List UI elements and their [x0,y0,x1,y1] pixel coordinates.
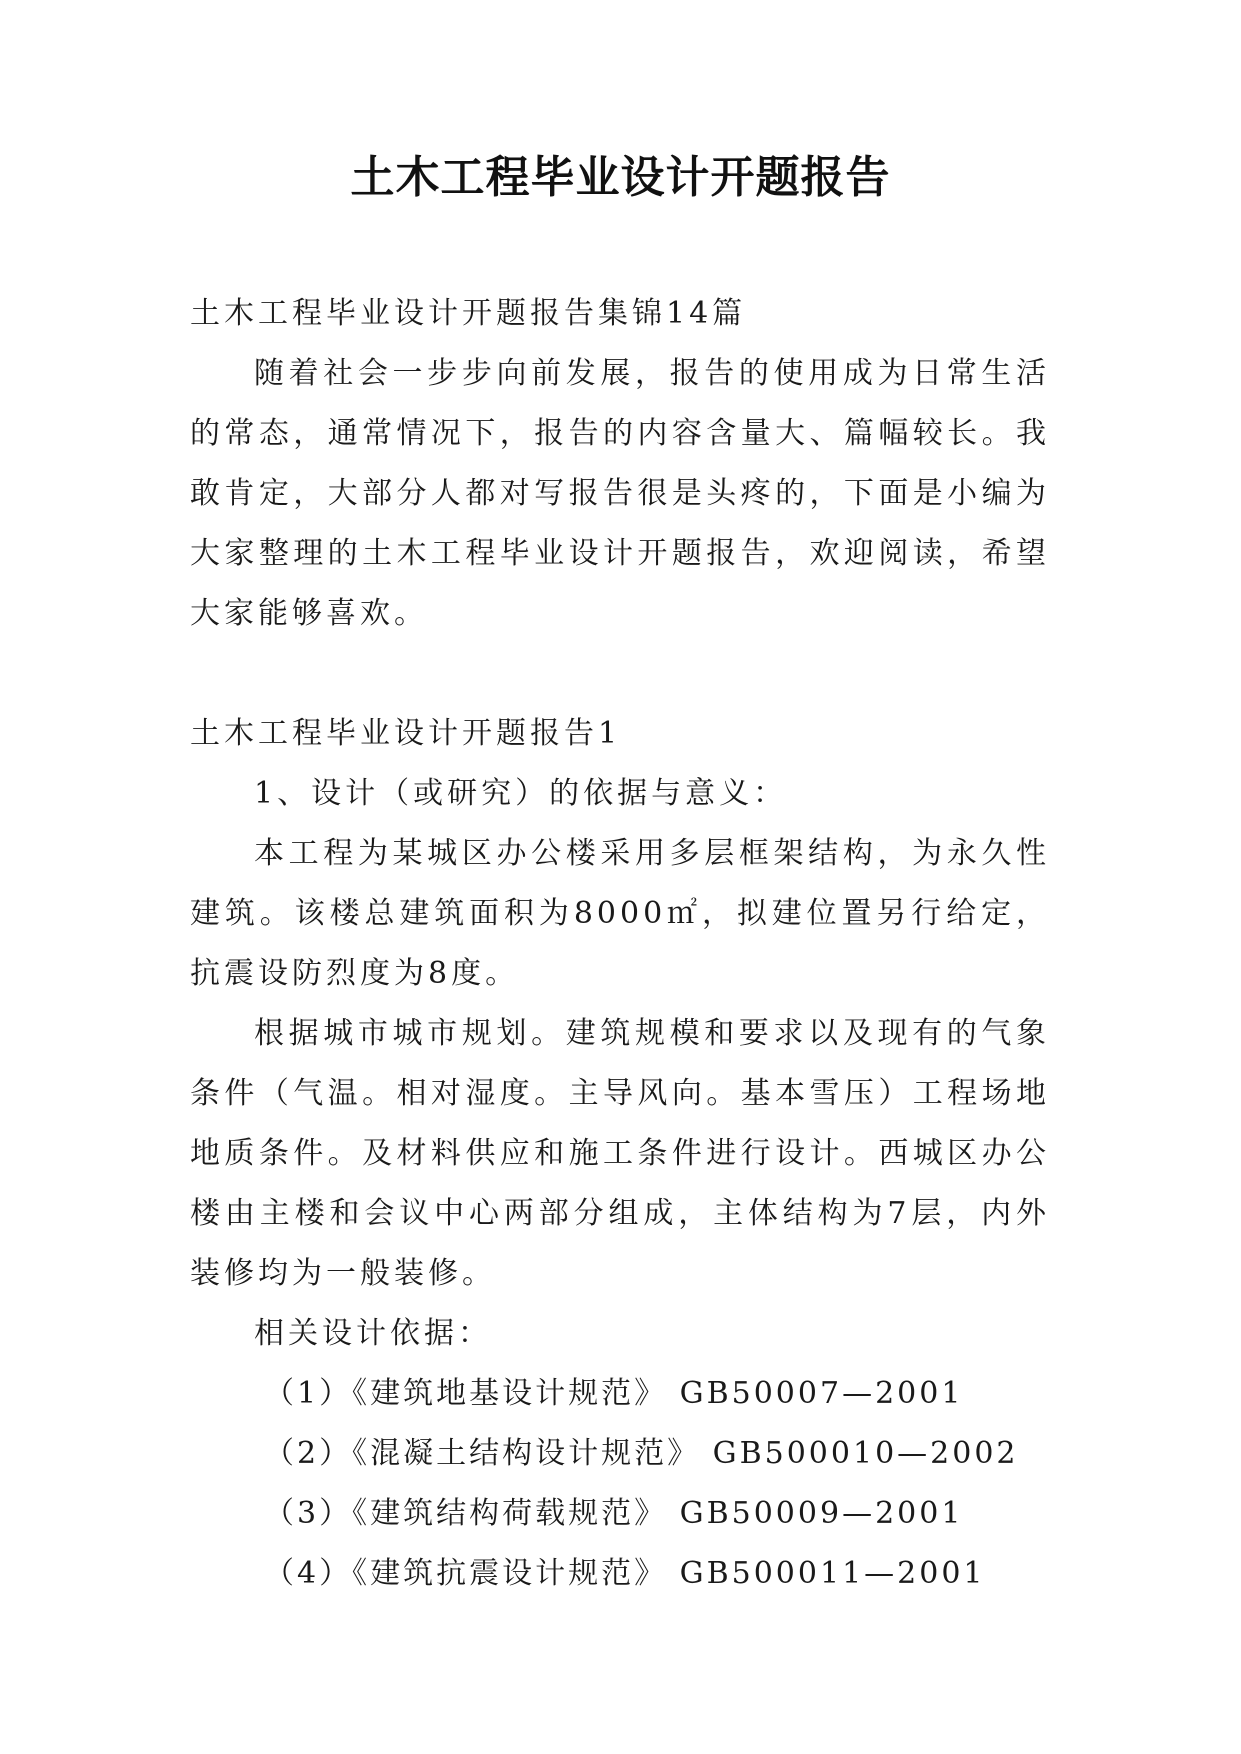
reference-item: （2）《混凝土结构设计规范》 GB500010—2002 [264,1436,1019,1471]
body-paragraph-1: 本工程为某城区办公楼采用多层框架结构，为永久性建筑。该楼总建筑面积为8000㎡，拟建位置另行给定，抗震设防烈度为8度。 [190,836,1050,991]
document-title: 土木工程毕业设计开题报告 [350,152,891,203]
section-item-heading: 1、设计（或研究）的依据与意义： [254,776,788,811]
basis-label: 相关设计依据： [254,1316,492,1351]
section-spacer [190,644,1050,704]
section-heading: 土木工程毕业设计开题报告1 [190,716,622,751]
body-paragraph-2: 根据城市城市规划。建筑规模和要求以及现有的气象条件（气温。相对湿度。主导风向。基本雪压）工程场地地质条件。及材料供应和施工条件进行设计。西城区办公楼由主楼和会议中心两部分组成，主体结构为7层，内外装修均为一般装修。 [190,1016,1050,1291]
intro-paragraph: 随着社会一步步向前发展，报告的使用成为日常生活的常态，通常情况下，报告的内容含量大、篇幅较长。我敢肯定，大部分人都对写报告很是头疼的，下面是小编为大家整理的土木工程毕业设计开题报告，欢迎阅读，希望大家能够喜欢。 [190,356,1050,631]
reference-item: （3）《建筑结构荷载规范》 GB50009—2001 [264,1496,964,1531]
reference-item: （1）《建筑地基设计规范》 GB50007—2001 [264,1376,964,1411]
document-body [190,284,1050,1604]
reference-item: （4）《建筑抗震设计规范》 GB500011—2001 [264,1556,986,1591]
collection-heading: 土木工程毕业设计开题报告集锦14篇 [190,296,747,331]
